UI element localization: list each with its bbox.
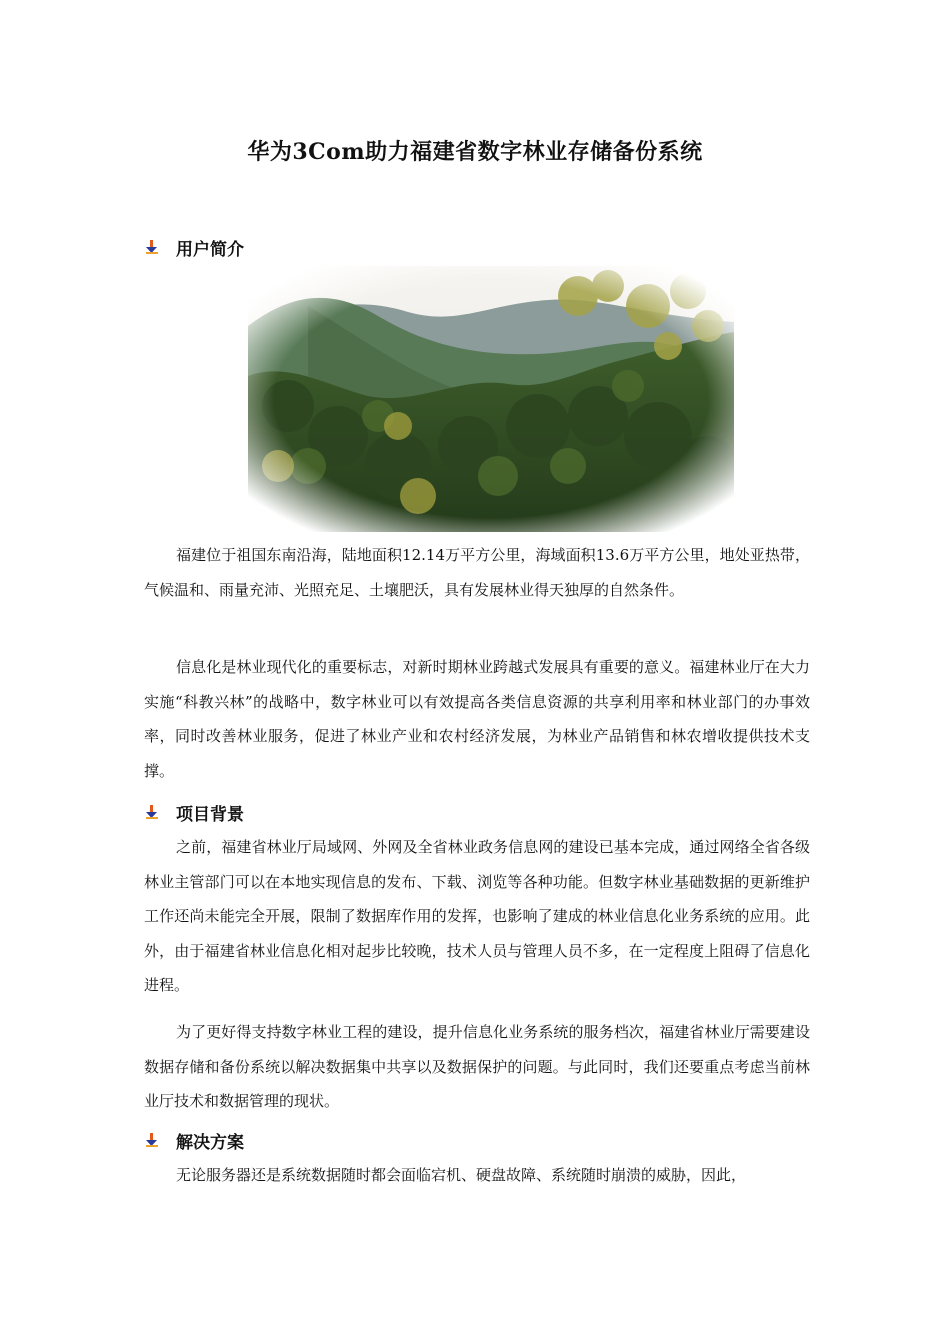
paragraph: 为了更好得支持数字林业工程的建设，提升信息化业务系统的服务档次，福建省林业厅需要建设数据存储和备份系统以解决数据集中共享以及数据保护的问题。与此同时，我们还要重点考虑当前林业厅技术和数据管理的现状。	[144, 1023, 810, 1110]
paragraph: 信息化是林业现代化的重要标志，对新时期林业跨越式发展具有重要的意义。福建林业厅在大力实施“科教兴林”的战略中，数字林业可以有效提高各类信息资源的共享利用率和林业部门的办事效率，同时改善林业服务，促进了林业产业和农村经济发展，为林业产品销售和林农增收提供技术支撑。	[144, 658, 810, 780]
paragraph: 之前，福建省林业厅局域网、外网及全省林业政务信息网的建设已基本完成，通过网络全省各级林业主管部门可以在本地实现信息的发布、下载、浏览等各种功能。但数字林业基础数据的更新维护工作还尚未能完全开展，限制了数据库作用的发挥，也影响了建成的林业信息化业务系统的应用。此外，由于福建省林业信息化相对起步比较晚，技术人员与管理人员不多，在一定程度上阻碍了信息化进程。	[144, 838, 810, 994]
section-heading-user-intro	[144, 233, 244, 261]
paragraph: 福建位于祖国东南沿海，陆地面积12.14万平方公里，海域面积13.6万平方公里，地处亚热带，气候温和、雨量充沛、光照充足、土壤肥沃，具有发展林业得天独厚的自然条件。	[144, 546, 810, 599]
paragraph: 无论服务器还是系统数据随时都会面临宕机、硬盘故障、系统随时崩溃的威胁，因此，	[176, 1166, 747, 1184]
bullet-arrow-icon	[144, 804, 160, 820]
section-heading-solution	[144, 1126, 244, 1154]
forest-mountain-photo	[248, 266, 734, 532]
section-heading-label: 用户简介	[176, 239, 244, 260]
section-heading-label: 项目背景	[176, 804, 244, 825]
section-heading-label: 解决方案	[176, 1132, 244, 1153]
page-title: 华为3Com助力福建省数字林业存储备份系统	[247, 139, 703, 165]
bullet-arrow-icon	[144, 1132, 160, 1148]
bullet-arrow-icon	[144, 239, 160, 255]
section-heading-project-background	[144, 798, 244, 826]
